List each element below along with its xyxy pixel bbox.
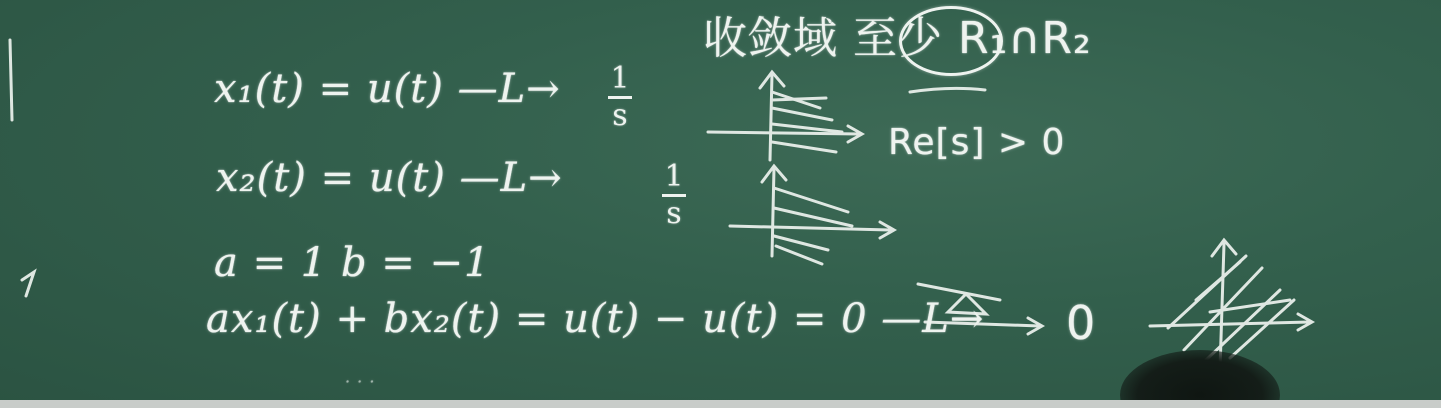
fraction-denominator: s	[666, 196, 682, 231]
faint-scribble: · · ·	[345, 372, 376, 391]
coefficients: a = 1 b = −1	[214, 240, 491, 286]
laplace-arrow	[925, 322, 1040, 326]
equation-x1: x₁(t) = u(t) —L→	[214, 66, 561, 112]
s-plane-full-icon	[1150, 240, 1312, 370]
fraction-denominator: s	[612, 98, 628, 133]
equation-linear-combination: ax₁(t) + bx₂(t) = u(t) − u(t) = 0 —L→	[206, 296, 985, 342]
header-note: 收敛域 至少 R₁∩R₂	[703, 13, 1092, 64]
s-plane-region-icon	[708, 72, 862, 160]
header-underline	[910, 88, 985, 92]
fraction-numerator: 1	[610, 61, 630, 96]
equation-x2: x₂(t) = u(t) —L→	[216, 155, 563, 201]
fraction-numerator: 1	[664, 159, 684, 194]
board-edge-mark	[22, 272, 34, 296]
s-plane-region-icon	[730, 166, 894, 264]
region-of-convergence-label: Re[s] > 0	[888, 122, 1066, 163]
board-edge-mark	[10, 40, 12, 120]
laplace-arrow-stroke	[918, 284, 1000, 300]
transform-result: 0	[1066, 296, 1097, 350]
board-ledge	[0, 400, 1441, 408]
